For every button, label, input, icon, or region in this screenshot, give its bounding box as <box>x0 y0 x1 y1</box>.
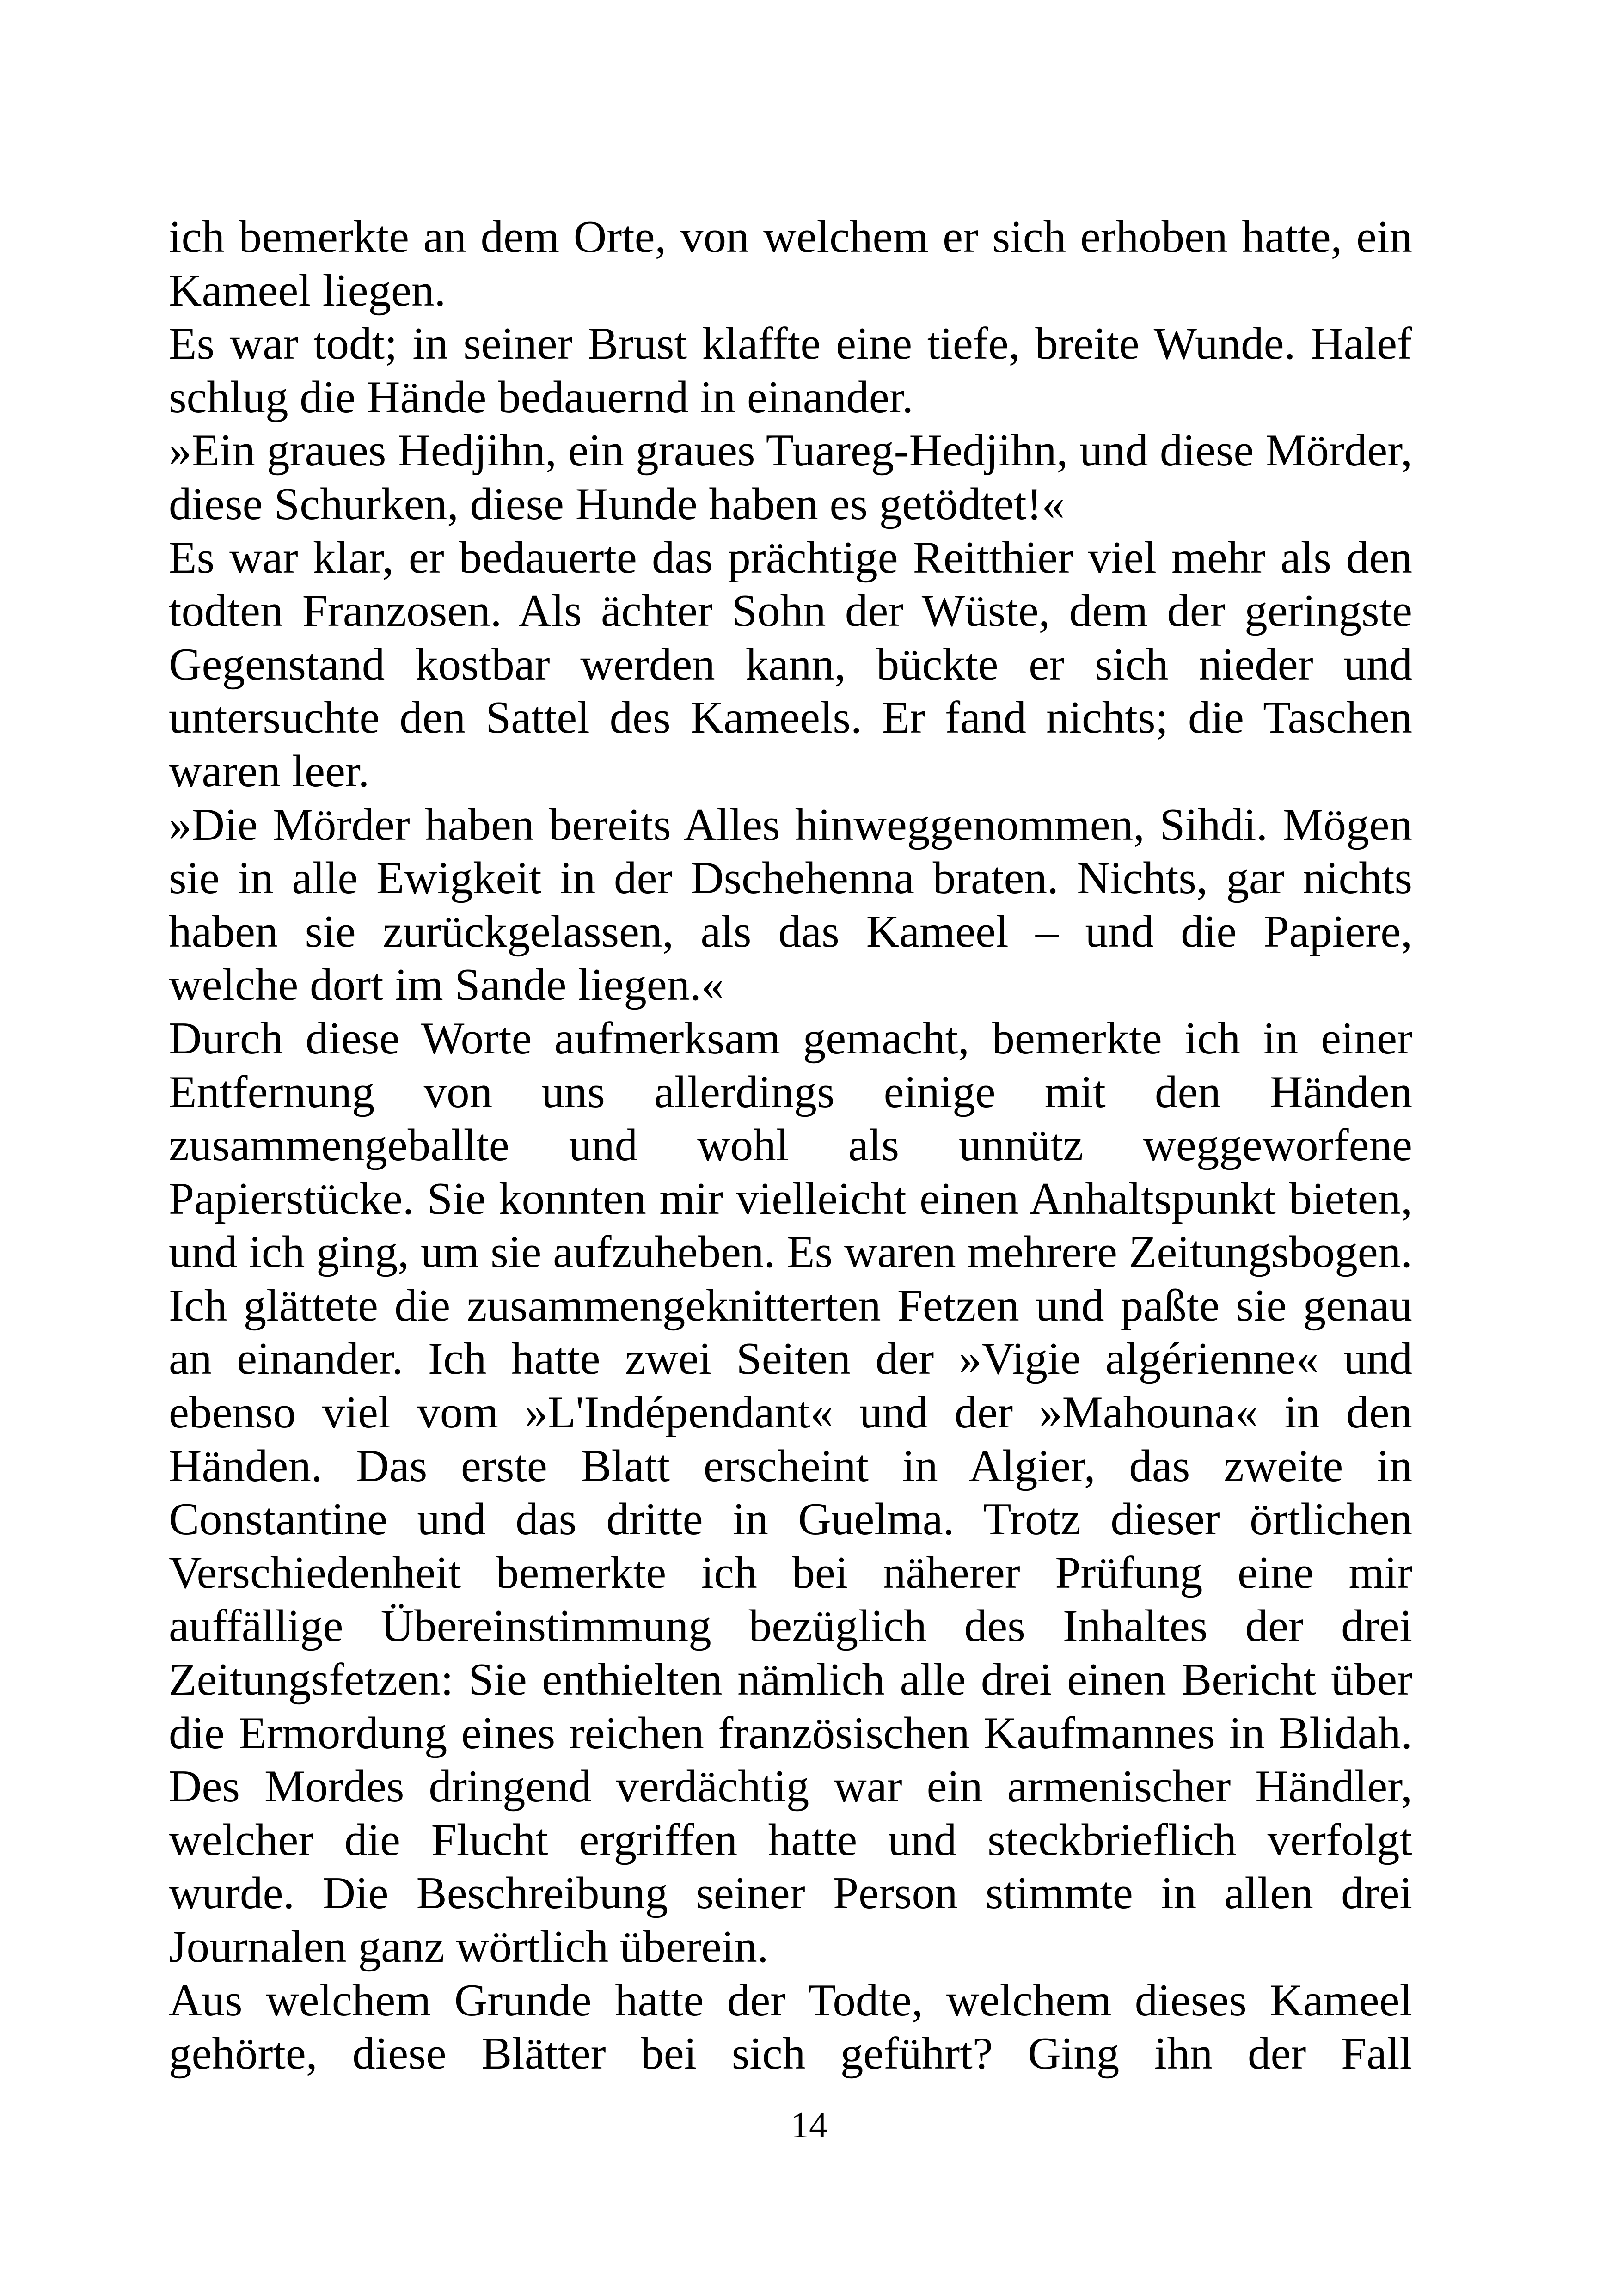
page-number: 14 <box>791 2105 827 2146</box>
paragraph-5: »Die Mörder haben bereits Alles hinweggenommen, Sihdi. Mögen sie in alle Ewigkeit in der Dschehenna braten. Nichts, gar nichts haben sie zurückgelassen, als das Kameel – und die Papiere, welche dort im Sande liegen.« <box>169 799 1412 1010</box>
paragraph-2: Es war todt; in seiner Brust klaffte eine tiefe, breite Wunde. Halef schlug die Hände bedauernd in einander. <box>169 318 1412 422</box>
paragraph-4: Es war klar, er bedauerte das prächtige Reitthier viel mehr als den todten Franzosen. Als ächter Sohn der Wüste, dem der geringste Gegenstand kostbar werden kann, bückte er sich nieder und untersuchte den Sattel des Kameels. Er fand nichts; die Taschen waren leer. <box>169 532 1412 796</box>
paragraph-1: ich bemerkte an dem Orte, von welchem er sich erhoben hatte, ein Kameel liegen. <box>169 212 1412 316</box>
body-text <box>169 210 1412 2081</box>
paragraph-3: »Ein graues Hedjihn, ein graues Tuareg-Hedjihn, und diese Mörder, diese Schurken, diese Hunde haben es getödtet!« <box>169 425 1412 529</box>
paragraph-6: Durch diese Worte aufmerksam gemacht, bemerkte ich in einer Entfernung von uns allerdings einige mit den Händen zusammengeballte und wohl als unnütz weggeworfene Papierstücke. Sie konnten mir vielleicht einen Anhaltspunkt bieten, und ich ging, um sie aufzuheben. Es waren mehrere Zeitungsbogen. Ich glättete die zusammengeknitterten Fetzen und paßte sie genau an einander. Ich hatte zwei Seiten der »Vigie algérienne« und ebenso viel vom »L'Indépendant« und der »Mahouna« in den Händen. Das erste Blatt erscheint in Algier, das zweite in Constantine und das dritte in Guelma. Trotz dieser örtlichen Verschiedenheit bemerkte ich bei näherer Prüfung eine mir auffällige Übereinstimmung bezüglich des Inhaltes der drei Zeitungsfetzen: Sie enthielten nämlich alle drei einen Bericht über die Ermordung eines reichen französischen Kaufmannes in Blidah. Des Mordes dringend verdächtig war ein armenischer Händler, welcher die Flucht ergriffen hatte und steckbrieflich verfolgt wurde. Die Beschreibung seiner Person stimmte in allen drei Journalen ganz wörtlich überein. <box>169 1013 1412 1972</box>
paragraph-7: Aus welchem Grunde hatte der Todte, welchem dieses Kameel gehörte, diese Blätter bei sich geführt? Ging ihn der Fall <box>169 1975 1412 2079</box>
